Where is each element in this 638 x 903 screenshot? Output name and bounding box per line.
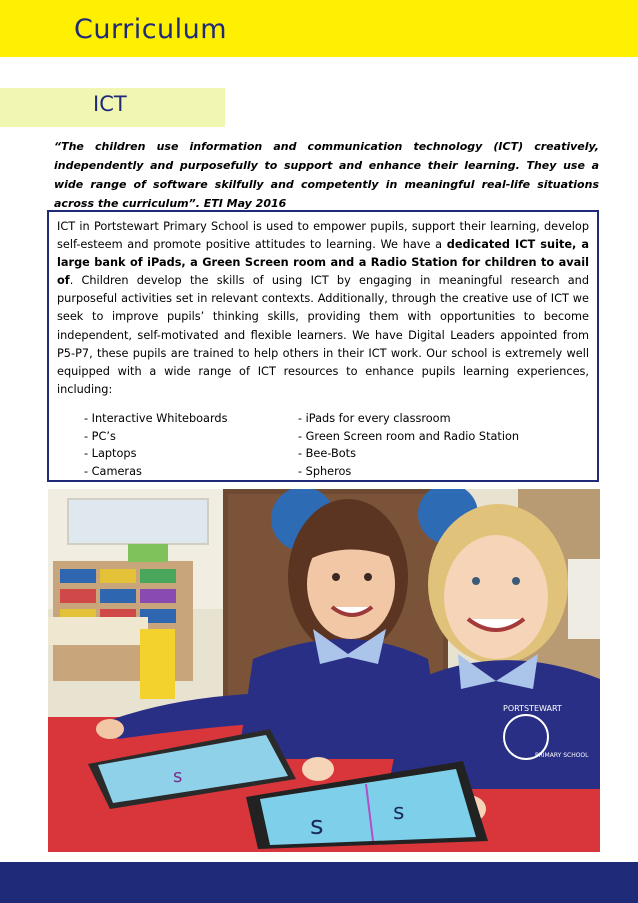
ict-description-part-2: . Children develop the skills of using ICT by engaging in meaningful research and purposeful activities set in relevant contexts. Additionally, through the creative use of ICT we seek to improve pupils’ thinking skills, providing them with opportunities to become independent, self-motivated and flexible learners. We have Digital Leaders appointed from P5-P7, these pupils are trained to help others in their ICT work. Our school is extremely well equipped with a wide range of ICT resources to enhance pupils learning experiences, including: xyxy=(57,274,589,396)
ict-facilities-highlight: dedicated ICT suite, a large bank of iPads, a Green Screen room and a Radio Station for children to avail of xyxy=(57,238,589,288)
list-item: - Spheros xyxy=(298,464,352,478)
ict-info-box xyxy=(47,210,599,482)
page-title: Curriculum xyxy=(74,14,228,45)
tablet-letter-1: s xyxy=(173,766,183,787)
classroom-photo-illustration xyxy=(48,489,600,852)
footer-bar xyxy=(0,862,638,903)
list-item: - iPads for every classroom xyxy=(298,411,451,425)
tablet-letter-3: s xyxy=(393,800,405,825)
section-title: ICT xyxy=(93,92,127,116)
ict-description xyxy=(57,218,589,399)
list-item: - Bee-Bots xyxy=(298,447,356,461)
sweatshirt-text-2: PRIMARY SCHOOL xyxy=(535,752,589,759)
list-item: - Interactive Whiteboards xyxy=(84,411,228,425)
list-item: - Laptops xyxy=(84,447,137,461)
tablet-letter-2: s xyxy=(310,811,324,841)
resources-list xyxy=(57,410,589,486)
sweatshirt-text-1: PORTSTEWART xyxy=(503,704,562,713)
list-item: - PC’s xyxy=(84,429,116,443)
list-item: - Green Screen room and Radio Station xyxy=(298,429,520,443)
ict-description-part-1: ICT in Portstewart Primary School is used to empower pupils, support their learning, develop self-esteem and promote positive attitudes to learning. We have a xyxy=(57,220,589,252)
list-item: - Cameras xyxy=(84,464,142,478)
resources-list-right xyxy=(298,410,519,480)
eti-quote: “The children use information and communication technology (ICT) creatively, independently and purposefully to support and enhance their learning. They use a wide range of software skilfully and competently in meaningful real-life situations across the curriculum”. ETI May 2016 xyxy=(54,140,599,210)
resources-list-left xyxy=(84,410,227,480)
classroom-photo xyxy=(48,489,600,852)
